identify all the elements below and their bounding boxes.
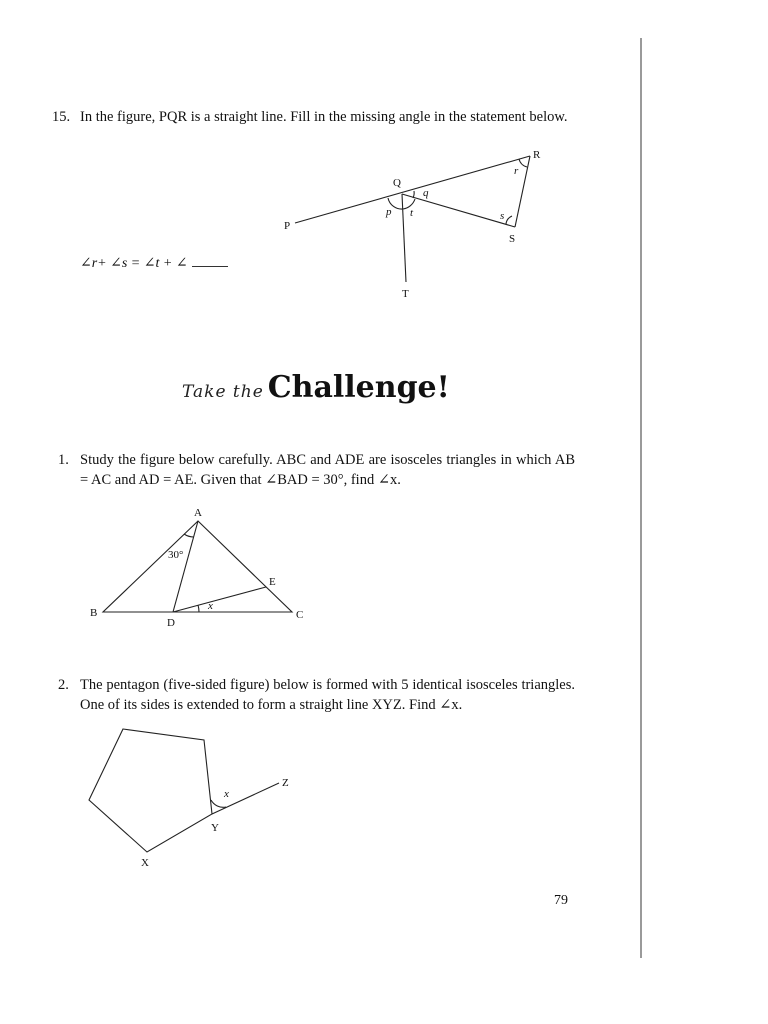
label-B: B [90, 607, 98, 619]
label-p: p [386, 206, 392, 218]
question-number: 2. [58, 677, 69, 693]
question-text: In the figure, PQR is a straight line. Fill in the missing angle in the statement below. [80, 109, 568, 125]
label-C: C [296, 609, 304, 621]
challenge-heading-big: Challenge! [267, 370, 450, 405]
label-30deg: 30° [168, 549, 184, 561]
label-E: E [269, 576, 276, 588]
label-x: x [208, 600, 213, 612]
line-yz [212, 783, 279, 814]
label-s: s [500, 210, 505, 222]
label-T: T [402, 288, 409, 300]
label-D: D [167, 617, 175, 629]
pentagon [89, 729, 212, 852]
label-t: t [410, 207, 414, 219]
label-X: X [141, 857, 149, 869]
label-Q: Q [393, 177, 401, 189]
label-Y: Y [211, 822, 219, 834]
arc-x-angle [211, 800, 226, 807]
label-q: q [423, 187, 429, 199]
equation-text: ∠r+ ∠s = ∠t + ∠ [80, 256, 188, 271]
label-r: r [514, 165, 519, 177]
question-text: Study the figure below carefully. ABC and ADE are isosceles triangles in which AB = AC and AD = AE. Given that ∠BAD = 30°, find ∠x. [80, 452, 575, 488]
challenge-heading-small: Take the [182, 382, 264, 402]
label-S: S [509, 233, 516, 245]
label-Z: Z [282, 777, 289, 789]
question-text: The pentagon (five-sided figure) below is formed with 5 identical isosceles triangles. One of its sides is extended to form a straight line XYZ. Find ∠x. [80, 677, 575, 713]
page-number: 79 [554, 893, 568, 908]
question-number: 1. [58, 452, 69, 468]
label-R: R [533, 149, 541, 161]
label-A: A [194, 507, 202, 519]
label-x: x [224, 788, 229, 800]
label-P: P [284, 220, 291, 232]
question-number: 15. [52, 109, 71, 125]
